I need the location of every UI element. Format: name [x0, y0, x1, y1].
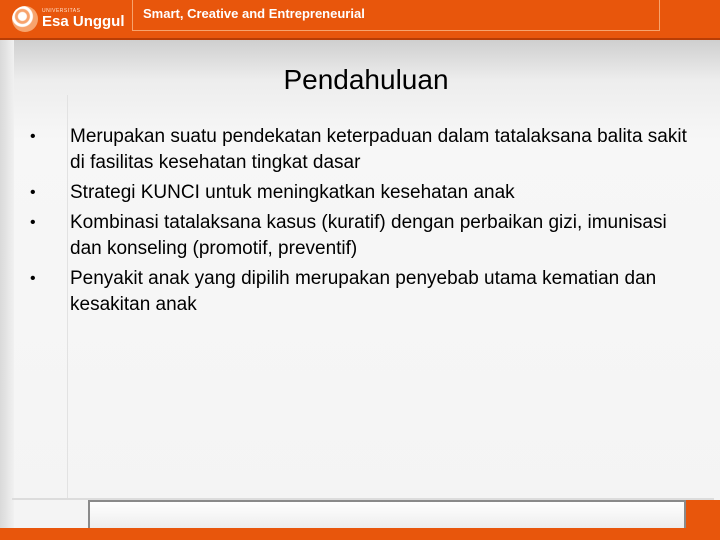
footer-bar — [0, 528, 720, 540]
header-bar — [0, 0, 720, 40]
tagline: Smart, Creative and Entrepreneurial — [143, 6, 365, 21]
bullet-item — [30, 210, 700, 262]
bullet-marker: • — [30, 270, 36, 287]
footer-frame — [88, 500, 686, 528]
slide-left-edge — [0, 40, 14, 540]
logo-emblem-icon — [12, 6, 38, 32]
bullet-list — [30, 124, 700, 322]
bullet-marker: • — [30, 128, 36, 145]
bullet-text: Merupakan suatu pendekatan keterpaduan dalam tatalaksana balita sakit di fasilitas kesehatan tingkat dasar — [70, 126, 687, 173]
bullet-marker: • — [30, 184, 36, 201]
bullet-item — [30, 266, 700, 318]
logo-subtitle: UNIVERSITAS — [42, 8, 81, 14]
bullet-item — [30, 180, 700, 206]
bullet-item — [30, 124, 700, 176]
university-logo — [12, 5, 125, 33]
logo-name: Esa Unggul — [42, 13, 125, 30]
bullet-text: Strategi KUNCI untuk meningkatkan kesehatan anak — [70, 182, 515, 203]
footer-accent-block — [686, 500, 720, 540]
bullet-text: Penyakit anak yang dipilih merupakan penyebab utama kematian dan kesakitan anak — [70, 268, 657, 315]
bullet-text: Kombinasi tatalaksana kasus (kuratif) dengan perbaikan gizi, imunisasi dan konseling (promotif, preventif) — [70, 212, 667, 259]
bullet-marker: • — [30, 214, 36, 231]
slide-title: Pendahuluan — [283, 64, 449, 95]
